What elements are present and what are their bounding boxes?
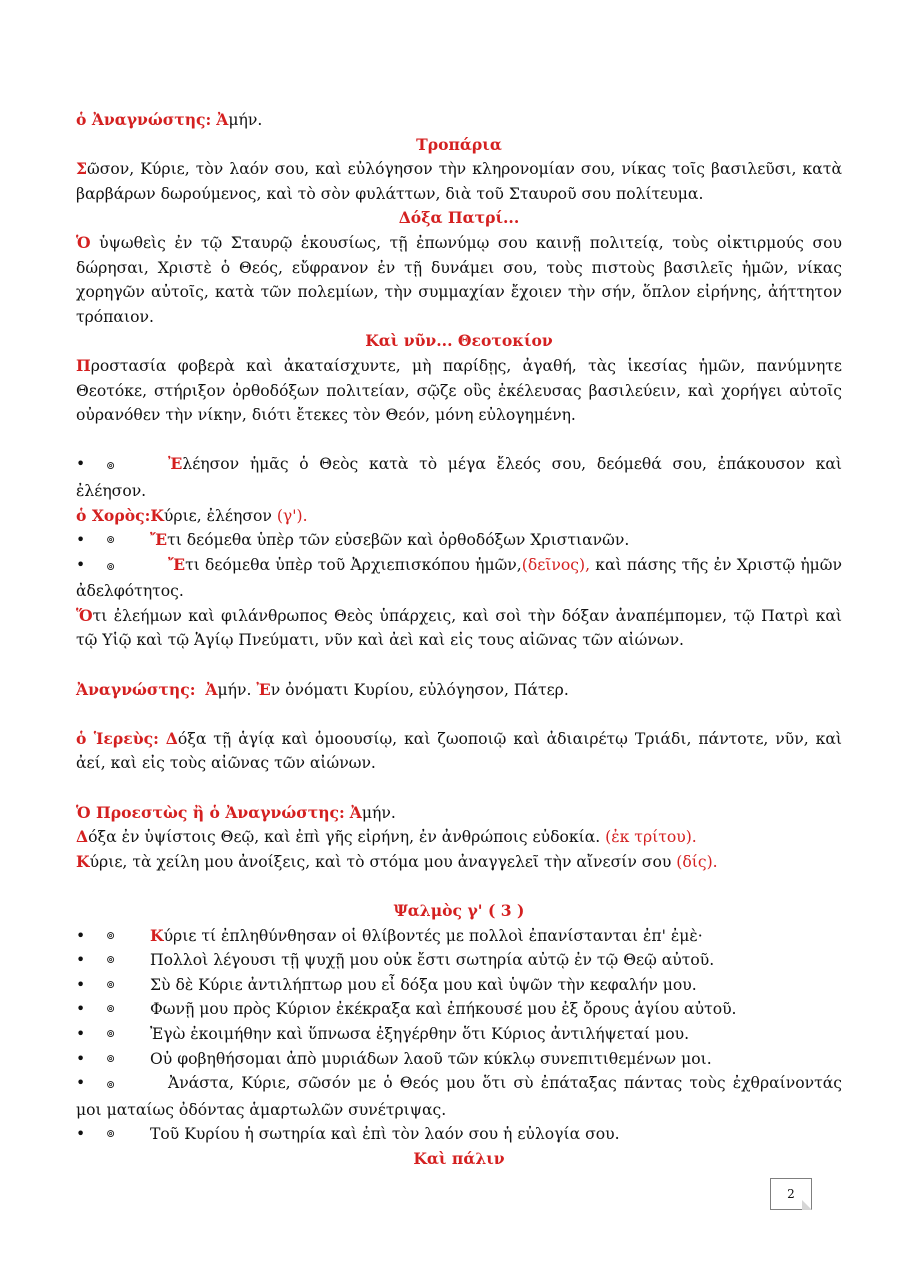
verse-text: Οὐ φοβηθήσομαι ἀπὸ μυριάδων λαοῦ τῶν κύκλῳ συνεπιτιθεμένων μοι. bbox=[150, 1049, 712, 1068]
rubric-note: (ἐκ τρίτου). bbox=[605, 828, 697, 847]
response-text: ύριε, ἐλέησον bbox=[163, 506, 277, 525]
heading-psalm-3: Ψαλμὸς γ' ( 3 ) bbox=[393, 901, 525, 920]
heading-kai-palin: Καὶ πάλιν bbox=[413, 1148, 505, 1168]
drop-initial: Ὁ bbox=[76, 232, 91, 252]
bullet-icon: • bbox=[76, 1125, 86, 1144]
page-number-text: 2 bbox=[787, 1187, 795, 1201]
drop-initial: Δ bbox=[165, 728, 178, 748]
heading-troparia: Τροπάρια bbox=[416, 134, 502, 154]
speaker-label: ὁ Ἱερεὺς: bbox=[76, 728, 159, 748]
petition-text: λέησον ἡμᾶς ὁ Θεὸς κατὰ τὸ μέγα ἔλεός σου, δεόμεθά σου, ἐπάκουσον καὶ ἐλέησον. bbox=[76, 455, 842, 500]
drop-initial: Σ bbox=[76, 159, 88, 179]
doxology-text: όξα τῇ ἁγίᾳ καὶ ὁμοουσίῳ, καὶ ζωοποιῷ καὶ ἀδιαιρέτῳ Τριάδι, πάντοτε, νῦν, καὶ ἀεί, καὶ εἰς τοὺς αἰῶνας τῶν αἰώνων. bbox=[76, 729, 842, 773]
psalm-verse bbox=[76, 948, 842, 973]
rubric-note: (δίς). bbox=[676, 852, 718, 871]
spiral-icon: ⊚ bbox=[106, 977, 116, 991]
bullet-icon: • bbox=[76, 455, 86, 474]
doxa-en-hypsistois bbox=[76, 825, 842, 850]
troparion-text: ὑψωθεὶς ἐν τῷ Σταυρῷ ἑκουσίως, τῇ ἐπωνύμῳ σου καινῇ πολιτείᾳ, τοὺς οἰκτιρμούς σου δώρησαι, Χριστὲ ὁ Θεός, εὔφρανον ἐν τῇ δυνάμει σου, τοὺς πιστοὺς βασιλεῖς ἡμῶν, νίκας χορηγῶν αὐτοῖς, κατὰ τῶν πολεμίων, τὴν συμμαχίαν ἔχοιεν τὴν σήν, ὅπλον εἰρήνης, ἀήττητον τρόπαιον. bbox=[76, 233, 842, 326]
document-page bbox=[76, 108, 842, 1172]
drop-initial: Ἀ bbox=[205, 679, 218, 699]
spiral-icon: ⊚ bbox=[106, 533, 116, 547]
petition-body bbox=[150, 528, 842, 553]
rubric-note: (δεῖνος), bbox=[521, 555, 591, 574]
rubric-note: (γ'). bbox=[276, 506, 308, 525]
line-text: όξα ἐν ὑψίστοις Θεῷ, καὶ ἐπὶ γῆς εἰρήνη, ἐν ἀνθρώποις εὐδοκία. bbox=[88, 828, 606, 847]
verse-text: Φωνῇ μου πρὸς Κύριον ἐκέκραξα καὶ ἐπήκουσέ μου ἐξ ὄρους ἁγίου αὐτοῦ. bbox=[150, 1000, 737, 1019]
verse-text: ύριε τί ἐπληθύνθησαν οἱ θλίβοντές με πολλοὶ ἐπανίστανται ἐπ' ἐμὲ· bbox=[163, 926, 703, 945]
spiral-icon: ⊚ bbox=[106, 559, 116, 573]
bullet-icon: • bbox=[76, 975, 86, 994]
psalm-verse bbox=[76, 973, 842, 998]
petition-2 bbox=[76, 528, 842, 553]
ekphonesis-text: τι ἐλεήμων καὶ φιλάνθρωπος Θεὸς ὑπάρχεις, καὶ σοὶ τὴν δόξαν ἀναπέμπομεν, τῷ Πατρὶ καὶ τῷ Υἱῷ καὶ τῷ Ἁγίῳ Πνεύματι, νῦν καὶ ἀεὶ καὶ εἰς τους αἰῶνας τῶν αἰώνων. bbox=[76, 606, 842, 650]
heading-theotokion: Καὶ νῦν... Θεοτοκίον bbox=[365, 331, 553, 351]
reader-amen-line bbox=[76, 108, 842, 133]
verse-body bbox=[150, 924, 842, 949]
verse-text: Πολλοὶ λέγουσι τῇ ψυχῇ μου οὐκ ἔστι σωτηρία αὐτῷ ἐν τῷ Θεῷ αὐτοῦ. bbox=[150, 951, 715, 970]
kyrie-ta-cheili bbox=[76, 850, 842, 875]
ekphonesis bbox=[76, 604, 842, 653]
superior-amen bbox=[76, 801, 842, 826]
drop-initial: Ὅ bbox=[76, 605, 93, 625]
petition-1 bbox=[76, 452, 842, 503]
petition-3 bbox=[76, 553, 842, 604]
heading-doxa: Δόξα Πατρί... bbox=[398, 208, 520, 228]
verse-text: Ἀνάστα, Κύριε, σῶσόν με ὁ Θεός μου ὅτι σὺ ἐπάταξας πάντας τοὺς ἐχθραίνοντάς μοι ματαίως ὀδόντας ἁμαρτωλῶν συνέτριψας. bbox=[76, 1074, 842, 1119]
petition-text: τι δεόμεθα ὑπὲρ τοῦ Ἀρχιεπισκόπου ἡμῶν, bbox=[185, 555, 522, 574]
bullet-icon: • bbox=[76, 1000, 86, 1019]
speaker-label: ὁ Χορὸς: bbox=[76, 505, 151, 525]
spiral-icon: ⊚ bbox=[106, 953, 116, 967]
drop-initial: K bbox=[76, 851, 90, 871]
psalm-verse bbox=[76, 1122, 842, 1147]
spiral-icon: ⊚ bbox=[106, 1002, 116, 1016]
bullet-icon: • bbox=[76, 951, 86, 970]
drop-initial: Ἔ bbox=[150, 530, 168, 550]
spacer bbox=[76, 428, 842, 453]
spiral-icon: ⊚ bbox=[106, 1078, 116, 1092]
bullet-icon: • bbox=[76, 1049, 86, 1068]
drop-initial: Ἀ bbox=[216, 110, 229, 129]
bullet-icon: • bbox=[76, 1024, 86, 1043]
drop-initial: Ἐ bbox=[168, 454, 183, 474]
bullet-icon: • bbox=[76, 926, 86, 945]
line-text: μήν. bbox=[228, 111, 263, 129]
drop-initial: Ἐ bbox=[256, 679, 271, 699]
spacer bbox=[76, 874, 842, 899]
drop-initial: K bbox=[150, 505, 164, 525]
choir-response bbox=[76, 504, 842, 529]
line-text: μήν. bbox=[361, 803, 396, 822]
psalm-verse bbox=[76, 924, 842, 949]
bullet-icon: • bbox=[76, 555, 86, 574]
priest-doxology bbox=[76, 727, 842, 776]
reader-blessing bbox=[76, 678, 842, 703]
spiral-icon: ⊚ bbox=[106, 928, 116, 942]
drop-initial: Π bbox=[76, 355, 91, 375]
petition-text: τι δεόμεθα ὑπὲρ τῶν εὐσεβῶν καὶ ὀρθοδόξων Χριστιανῶν. bbox=[167, 531, 630, 550]
speaker-label: Ὁ Προεστὼς ἢ ὁ Ἀναγνώστης: bbox=[76, 802, 345, 822]
drop-initial: Δ bbox=[76, 827, 89, 847]
spiral-icon: ⊚ bbox=[106, 1026, 116, 1040]
line-text: μήν. bbox=[217, 680, 257, 699]
line-text: ύριε, τὰ χείλη μου ἀνοίξεις, καὶ τὸ στόμα μου ἀναγγελεῖ τὴν αἴνεσίν σου bbox=[89, 852, 677, 871]
spiral-icon: ⊚ bbox=[106, 459, 116, 473]
verse-text: Τοῦ Κυρίου ἡ σωτηρία καὶ ἐπὶ τὸν λαόν σου ἡ εὐλογία σου. bbox=[150, 1125, 620, 1144]
theotokion-text: ροστασία φοβερὰ καὶ ἀκαταίσχυντε, μὴ παρίδῃς, ἀγαθή, τὰς ἱκεσίας ἡμῶν, πανύμνητε Θεοτόκε, στήριξον ὀρθοδόξων πολιτείαν, σῷζε οὓς ἐκέλευσας βασιλεύειν, καὶ χορήγει αὐτοῖς οὐρανόθεν τὴν νίκην, διότι ἔτεκες τὸν Θεόν, μόνη εὐλογημένη. bbox=[76, 356, 842, 425]
bullet-icon: • bbox=[76, 1074, 86, 1093]
theotokion bbox=[76, 354, 842, 428]
speaker-label: Ἀναγνώστης: bbox=[76, 679, 196, 699]
spiral-icon: ⊚ bbox=[106, 1127, 116, 1141]
spacer bbox=[76, 776, 842, 801]
petition-text-continued: καὶ πάσης τῆς ἐν Χριστῷ ἡμῶν ἀδελφότητος. bbox=[76, 555, 842, 601]
drop-initial: Ἔ bbox=[168, 554, 186, 574]
drop-initial: K bbox=[150, 925, 164, 945]
bullet-icon: • bbox=[76, 531, 86, 550]
psalm-verse bbox=[76, 1047, 842, 1072]
verse-text: Ἐγὼ ἐκοιμήθην καὶ ὕπνωσα ἐξηγέρθην ὅτι Κύριος ἀντιλήψεταί μου. bbox=[150, 1024, 690, 1043]
spacer bbox=[76, 653, 842, 678]
psalm-verse bbox=[76, 1022, 842, 1047]
troparion-text: ῶσον, Κύριε, τὸν λαόν σου, καὶ εὐλόγησον τὴν κληρονομίαν σου, νίκας τοῖς βασιλεῦσι, κατὰ βαρβάρων δωρούμενος, καὶ τὸ σὸν φυλάττων, διὰ τοῦ Σταυροῦ σου πολίτευμα. bbox=[76, 160, 842, 203]
drop-initial: Ἀ bbox=[349, 802, 362, 822]
spiral-icon: ⊚ bbox=[106, 1051, 116, 1065]
verse-text: Σὺ δὲ Κύριε ἀντιλήπτωρ μου εἶ δόξα μου καὶ ὑψῶν τὴν κεφαλήν μου. bbox=[150, 975, 697, 994]
speaker-label: ὁ Ἀναγνώστης: bbox=[76, 110, 212, 129]
troparion-2 bbox=[76, 231, 842, 329]
psalm-verse-list bbox=[76, 924, 842, 1147]
spacer bbox=[76, 702, 842, 727]
psalm-verse bbox=[76, 1071, 842, 1122]
page-number bbox=[770, 1178, 812, 1210]
troparion-1 bbox=[76, 157, 842, 206]
psalm-verse bbox=[76, 997, 842, 1022]
line-text: ν ὀνόματι Κυρίου, εὐλόγησον, Πάτερ. bbox=[270, 680, 569, 699]
